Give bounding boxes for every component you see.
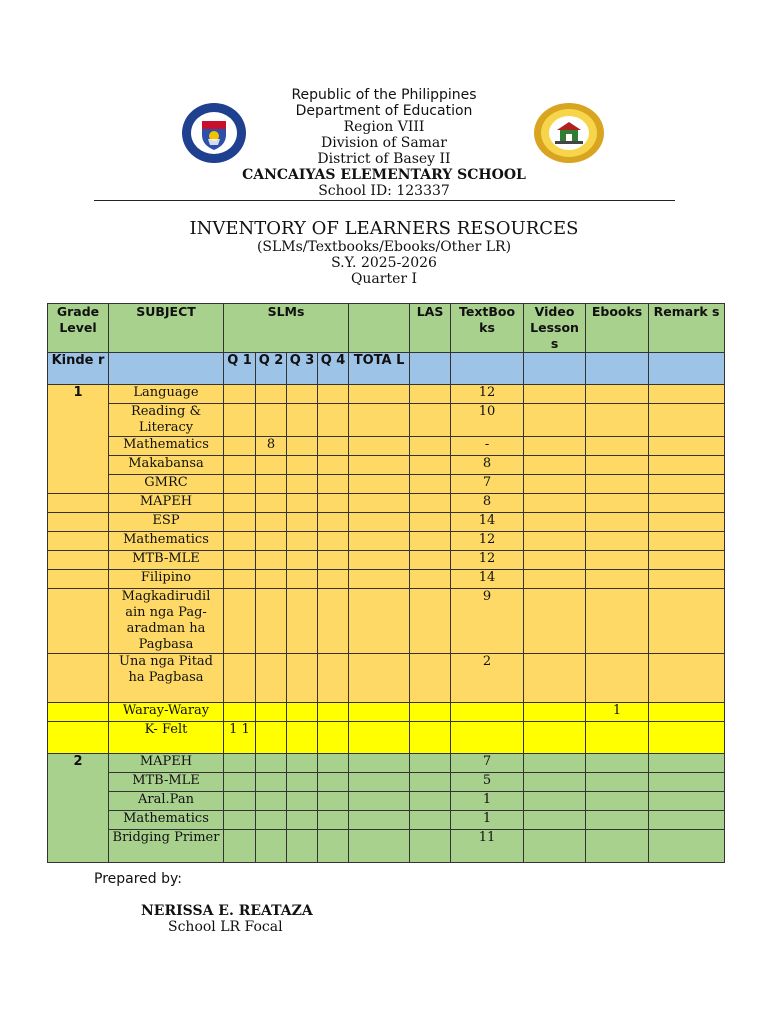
q4-cell	[318, 437, 349, 456]
q3-cell	[287, 532, 318, 551]
header-school-id: School ID: 123337	[318, 183, 450, 199]
las-cell	[410, 792, 451, 811]
subject-cell: Filipino	[109, 570, 224, 589]
grade-cell	[48, 722, 109, 754]
table-row	[48, 773, 725, 792]
table-row	[48, 722, 725, 754]
total-cell	[349, 773, 410, 792]
q3-cell	[287, 703, 318, 722]
textbooks-cell: 14	[451, 570, 524, 589]
kinder-ebooks	[586, 353, 649, 385]
subject-cell: Mathematics	[109, 532, 224, 551]
q4-cell	[318, 654, 349, 703]
textbooks-cell	[451, 703, 524, 722]
header-slms-extra	[349, 304, 410, 353]
video-cell	[524, 754, 586, 773]
q1-cell	[224, 494, 256, 513]
q1-cell	[224, 654, 256, 703]
grade-cell	[48, 532, 109, 551]
textbooks-cell: 1	[451, 792, 524, 811]
q2-cell	[256, 830, 287, 863]
textbooks-cell: 5	[451, 773, 524, 792]
document-title: INVENTORY OF LEARNERS RESOURCES	[189, 218, 579, 239]
video-cell	[524, 551, 586, 570]
q2-cell	[256, 513, 287, 532]
total-cell	[349, 654, 410, 703]
remarks-cell	[649, 654, 725, 703]
ebooks-cell	[586, 830, 649, 863]
total-cell	[349, 494, 410, 513]
las-cell	[410, 722, 451, 754]
las-cell	[410, 654, 451, 703]
table-row	[48, 811, 725, 830]
q1-cell	[224, 773, 256, 792]
q4-cell	[318, 532, 349, 551]
q3-cell	[287, 792, 318, 811]
q3-cell	[287, 570, 318, 589]
textbooks-cell: 7	[451, 475, 524, 494]
textbooks-cell: 14	[451, 513, 524, 532]
q4-cell	[318, 570, 349, 589]
ebooks-cell	[586, 589, 649, 654]
remarks-cell	[649, 404, 725, 437]
inventory-table	[47, 303, 725, 863]
ebooks-cell	[586, 792, 649, 811]
textbooks-cell: 12	[451, 551, 524, 570]
header-remarks: Remark s	[649, 304, 725, 353]
total-cell	[349, 456, 410, 475]
quarter-1-header: Q 1	[224, 353, 256, 385]
q4-cell	[318, 773, 349, 792]
las-cell	[410, 551, 451, 570]
q2-cell	[256, 456, 287, 475]
remarks-cell	[649, 830, 725, 863]
table-body	[48, 385, 725, 863]
quarter-4-header: Q 4	[318, 353, 349, 385]
video-cell	[524, 437, 586, 456]
document-subtitle: (SLMs/Textbooks/Ebooks/Other LR)	[256, 239, 512, 255]
subject-cell: Mathematics	[109, 811, 224, 830]
total-cell	[349, 754, 410, 773]
las-cell	[410, 811, 451, 830]
total-cell	[349, 722, 410, 754]
remarks-cell	[649, 513, 725, 532]
video-cell	[524, 792, 586, 811]
q3-cell	[287, 494, 318, 513]
q3-cell	[287, 654, 318, 703]
q4-cell	[318, 475, 349, 494]
deped-seal-logo	[180, 101, 248, 165]
video-cell	[524, 773, 586, 792]
grade-cell	[48, 589, 109, 654]
q1-cell	[224, 589, 256, 654]
las-cell	[410, 754, 451, 773]
subject-cell: MTB-MLE	[109, 551, 224, 570]
kinder-textbooks	[451, 353, 524, 385]
total-cell	[349, 570, 410, 589]
q1-cell	[224, 456, 256, 475]
remarks-cell	[649, 792, 725, 811]
textbooks-cell: 12	[451, 385, 524, 404]
q3-cell	[287, 404, 318, 437]
video-cell	[524, 513, 586, 532]
q3-cell	[287, 475, 318, 494]
subject-cell: Magkadirudil ain nga Pag-aradman ha Pagbasa	[109, 589, 224, 654]
header-ebooks: Ebooks	[586, 304, 649, 353]
table-row	[48, 456, 725, 475]
q1-cell	[224, 551, 256, 570]
video-cell	[524, 404, 586, 437]
q1-cell	[224, 811, 256, 830]
grade-cell	[48, 703, 109, 722]
q2-cell	[256, 532, 287, 551]
las-cell	[410, 513, 451, 532]
subject-cell: Waray-Waray	[109, 703, 224, 722]
las-cell	[410, 404, 451, 437]
las-cell	[410, 589, 451, 654]
total-cell	[349, 830, 410, 863]
video-cell	[524, 494, 586, 513]
ebooks-cell	[586, 773, 649, 792]
q4-cell	[318, 811, 349, 830]
school-seal-logo	[533, 102, 605, 164]
las-cell	[410, 437, 451, 456]
total-cell	[349, 792, 410, 811]
ebooks-cell	[586, 494, 649, 513]
total-cell	[349, 551, 410, 570]
q4-cell	[318, 792, 349, 811]
ebooks-cell	[586, 456, 649, 475]
video-cell	[524, 475, 586, 494]
table-row	[48, 570, 725, 589]
header-region: Region VIII	[343, 119, 425, 135]
q4-cell	[318, 513, 349, 532]
grade-cell	[48, 551, 109, 570]
total-cell	[349, 589, 410, 654]
total-cell	[349, 437, 410, 456]
subject-cell: Bridging Primer	[109, 830, 224, 863]
total-cell	[349, 513, 410, 532]
header-video-lessons: Video Lesson s	[524, 304, 586, 353]
q3-cell	[287, 722, 318, 754]
subject-cell: GMRC	[109, 475, 224, 494]
textbooks-cell: 8	[451, 456, 524, 475]
kinder-row	[48, 353, 725, 385]
header-divider	[94, 200, 675, 201]
remarks-cell	[649, 570, 725, 589]
remarks-cell	[649, 754, 725, 773]
q1-cell	[224, 703, 256, 722]
total-cell	[349, 532, 410, 551]
q4-cell	[318, 456, 349, 475]
video-cell	[524, 722, 586, 754]
preparer-name: NERISSA E. REATAZA	[141, 903, 313, 919]
las-cell	[410, 773, 451, 792]
remarks-cell	[649, 811, 725, 830]
header-textbooks: TextBoo ks	[451, 304, 524, 353]
table-row	[48, 792, 725, 811]
q3-cell	[287, 551, 318, 570]
grade-cell	[48, 654, 109, 703]
q1-cell	[224, 475, 256, 494]
las-cell	[410, 494, 451, 513]
kinder-video	[524, 353, 586, 385]
table-row	[48, 830, 725, 863]
ebooks-cell	[586, 404, 649, 437]
las-cell	[410, 570, 451, 589]
q3-cell	[287, 773, 318, 792]
video-cell	[524, 570, 586, 589]
subject-cell: ESP	[109, 513, 224, 532]
q4-cell	[318, 830, 349, 863]
kinder-remarks	[649, 353, 725, 385]
remarks-cell	[649, 494, 725, 513]
q1-cell	[224, 513, 256, 532]
textbooks-cell: 8	[451, 494, 524, 513]
remarks-cell	[649, 475, 725, 494]
table-row	[48, 385, 725, 404]
las-cell	[410, 475, 451, 494]
ebooks-cell	[586, 385, 649, 404]
ebooks-cell	[586, 654, 649, 703]
table-row	[48, 589, 725, 654]
header-division: Division of Samar	[321, 135, 447, 151]
ebooks-cell	[586, 475, 649, 494]
q3-cell	[287, 385, 318, 404]
q3-cell	[287, 513, 318, 532]
q1-cell	[224, 754, 256, 773]
video-cell	[524, 456, 586, 475]
q1-cell	[224, 830, 256, 863]
q2-cell	[256, 773, 287, 792]
video-cell	[524, 385, 586, 404]
grade-2-label: 2	[48, 754, 109, 863]
q2-cell	[256, 589, 287, 654]
table-row	[48, 703, 725, 722]
q4-cell	[318, 722, 349, 754]
q2-cell	[256, 404, 287, 437]
quarter-3-header: Q 3	[287, 353, 318, 385]
header-school-name: CANCAIYAS ELEMENTARY SCHOOL	[242, 167, 526, 183]
las-cell	[410, 456, 451, 475]
q2-cell	[256, 385, 287, 404]
remarks-cell	[649, 532, 725, 551]
q2-cell	[256, 703, 287, 722]
q2-cell	[256, 551, 287, 570]
quarter-2-header: Q 2	[256, 353, 287, 385]
q2-cell	[256, 792, 287, 811]
table-row	[48, 551, 725, 570]
subject-cell: Language	[109, 385, 224, 404]
ebooks-cell	[586, 551, 649, 570]
subject-cell: Una nga Pitad ha Pagbasa	[109, 654, 224, 703]
q1-cell	[224, 404, 256, 437]
ebooks-cell	[586, 722, 649, 754]
school-year: S.Y. 2025-2026	[331, 255, 437, 271]
textbooks-cell: 12	[451, 532, 524, 551]
q4-cell	[318, 385, 349, 404]
header-las: LAS	[410, 304, 451, 353]
q1-cell	[224, 570, 256, 589]
ebooks-cell	[586, 532, 649, 551]
kinder-las	[410, 353, 451, 385]
q4-cell	[318, 404, 349, 437]
las-cell	[410, 703, 451, 722]
grade-1-label: 1	[48, 385, 109, 494]
ebooks-cell	[586, 570, 649, 589]
q3-cell	[287, 754, 318, 773]
kinder-subject	[109, 353, 224, 385]
q3-cell	[287, 830, 318, 863]
prepared-by-label: Prepared by:	[94, 871, 182, 887]
remarks-cell	[649, 589, 725, 654]
q1-cell	[224, 385, 256, 404]
subject-cell: Reading & Literacy	[109, 404, 224, 437]
table-row	[48, 475, 725, 494]
q4-cell	[318, 494, 349, 513]
q2-cell	[256, 754, 287, 773]
las-cell	[410, 830, 451, 863]
quarter: Quarter I	[350, 271, 418, 287]
q2-cell	[256, 475, 287, 494]
total-cell	[349, 475, 410, 494]
total-header: TOTA L	[349, 353, 410, 385]
textbooks-cell: 10	[451, 404, 524, 437]
textbooks-cell: 7	[451, 754, 524, 773]
video-cell	[524, 589, 586, 654]
remarks-cell	[649, 551, 725, 570]
subject-cell: Aral.Pan	[109, 792, 224, 811]
textbooks-cell: 1	[451, 811, 524, 830]
remarks-cell	[649, 773, 725, 792]
remarks-cell	[649, 722, 725, 754]
table-row	[48, 494, 725, 513]
q3-cell	[287, 589, 318, 654]
q2-cell: 8	[256, 437, 287, 456]
ebooks-cell	[586, 811, 649, 830]
header-department: Department of Education	[295, 103, 473, 119]
q2-cell	[256, 570, 287, 589]
grade-cell	[48, 570, 109, 589]
q3-cell	[287, 456, 318, 475]
q2-cell	[256, 654, 287, 703]
table-row	[48, 754, 725, 773]
table-row	[48, 532, 725, 551]
table-row	[48, 654, 725, 703]
ebooks-cell	[586, 513, 649, 532]
grade-cell	[48, 494, 109, 513]
ebooks-cell: 1	[586, 703, 649, 722]
subject-cell: MTB-MLE	[109, 773, 224, 792]
table-row	[48, 437, 725, 456]
textbooks-cell: -	[451, 437, 524, 456]
textbooks-cell: 2	[451, 654, 524, 703]
q1-cell	[224, 792, 256, 811]
q4-cell	[318, 551, 349, 570]
subject-cell: Makabansa	[109, 456, 224, 475]
subject-cell: K- Felt	[109, 722, 224, 754]
video-cell	[524, 532, 586, 551]
q2-cell	[256, 811, 287, 830]
table-row	[48, 513, 725, 532]
subject-cell: MAPEH	[109, 754, 224, 773]
header-republic: Republic of the Philippines	[291, 87, 477, 103]
las-cell	[410, 532, 451, 551]
header-slms: SLMs	[224, 304, 349, 353]
textbooks-cell	[451, 722, 524, 754]
ebooks-cell	[586, 437, 649, 456]
subject-cell: MAPEH	[109, 494, 224, 513]
video-cell	[524, 703, 586, 722]
ebooks-cell	[586, 754, 649, 773]
textbooks-cell: 9	[451, 589, 524, 654]
q1-cell: 1 1	[224, 722, 256, 754]
video-cell	[524, 830, 586, 863]
total-cell	[349, 385, 410, 404]
textbooks-cell: 11	[451, 830, 524, 863]
grade-cell	[48, 513, 109, 532]
q2-cell	[256, 722, 287, 754]
subject-cell: Mathematics	[109, 437, 224, 456]
remarks-cell	[649, 385, 725, 404]
remarks-cell	[649, 456, 725, 475]
q4-cell	[318, 703, 349, 722]
video-cell	[524, 811, 586, 830]
total-cell	[349, 703, 410, 722]
header-grade-level: Grade Level	[48, 304, 109, 353]
header-subject: SUBJECT	[109, 304, 224, 353]
kinder-label: Kinde r	[48, 353, 109, 385]
header-district: District of Basey II	[317, 151, 451, 167]
q2-cell	[256, 494, 287, 513]
video-cell	[524, 654, 586, 703]
total-cell	[349, 811, 410, 830]
q4-cell	[318, 754, 349, 773]
table-row	[48, 404, 725, 437]
q1-cell	[224, 437, 256, 456]
q4-cell	[318, 589, 349, 654]
total-cell	[349, 404, 410, 437]
remarks-cell	[649, 703, 725, 722]
q1-cell	[224, 532, 256, 551]
table-header-row	[48, 304, 725, 353]
q3-cell	[287, 437, 318, 456]
q3-cell	[287, 811, 318, 830]
preparer-role: School LR Focal	[168, 919, 283, 935]
las-cell	[410, 385, 451, 404]
remarks-cell	[649, 437, 725, 456]
